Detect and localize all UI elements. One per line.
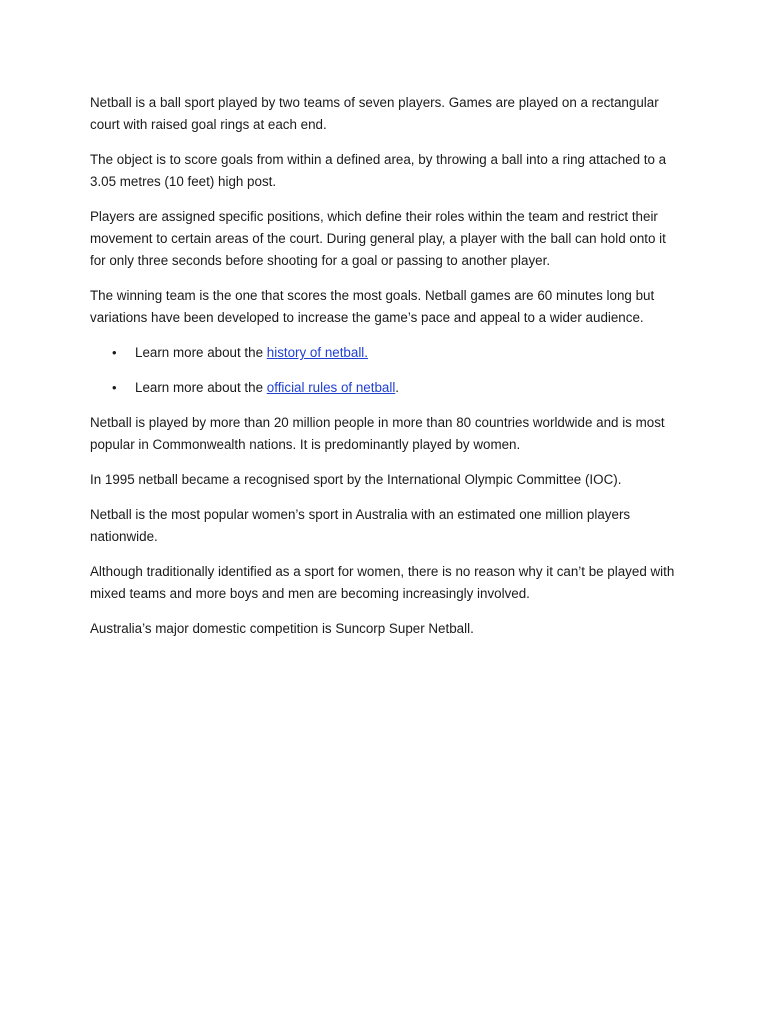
list-item-suffix: .: [395, 380, 400, 395]
list-item-rules: [90, 377, 680, 399]
paragraph-winning: The winning team is the one that scores the most goals. Netball games are 60 minutes long but variations have been developed to increase the game’s pace and appeal to a wider audience.: [90, 288, 655, 325]
paragraph-competition: Australia’s major domestic competition is Suncorp Super Netball.: [90, 621, 474, 636]
official-rules-link[interactable]: official rules of netball: [266, 380, 396, 395]
paragraph-positions: Players are assigned specific positions, which define their roles within the team and restrict their movement to certain areas of the court. During general play, a player with the ball can hold onto it for only three seconds before shooting for a goal or passing to another player.: [90, 209, 666, 268]
paragraph-mixed-teams: Although traditionally identified as a sport for women, there is no reason why it can’t be played with mixed teams and more boys and men are becoming increasingly involved.: [90, 564, 675, 601]
learn-more-list: [90, 342, 680, 399]
bullet-icon: •: [112, 345, 117, 360]
history-of-netball-link[interactable]: history of netball.: [266, 345, 368, 360]
paragraph-intro: Netball is a ball sport played by two teams of seven players. Games are played on a rectangular court with raised goal rings at each end.: [90, 95, 659, 132]
paragraph-popularity: Netball is played by more than 20 million people in more than 80 countries worldwide and is most popular in Commonwealth nations. It is predominantly played by women.: [90, 415, 665, 452]
list-item-prefix: Learn more about the: [135, 345, 267, 360]
list-item-prefix: Learn more about the: [135, 380, 267, 395]
bullet-icon: •: [112, 380, 117, 395]
document-body: [90, 92, 680, 640]
list-item-history: [90, 342, 680, 364]
paragraph-objective: The object is to score goals from within a defined area, by throwing a ball into a ring attached to a 3.05 metres (10 feet) high post.: [90, 152, 667, 189]
paragraph-australia: Netball is the most popular women’s sport in Australia with an estimated one million players nationwide.: [90, 507, 631, 544]
paragraph-ioc: In 1995 netball became a recognised sport by the International Olympic Committee (IOC).: [90, 472, 622, 487]
